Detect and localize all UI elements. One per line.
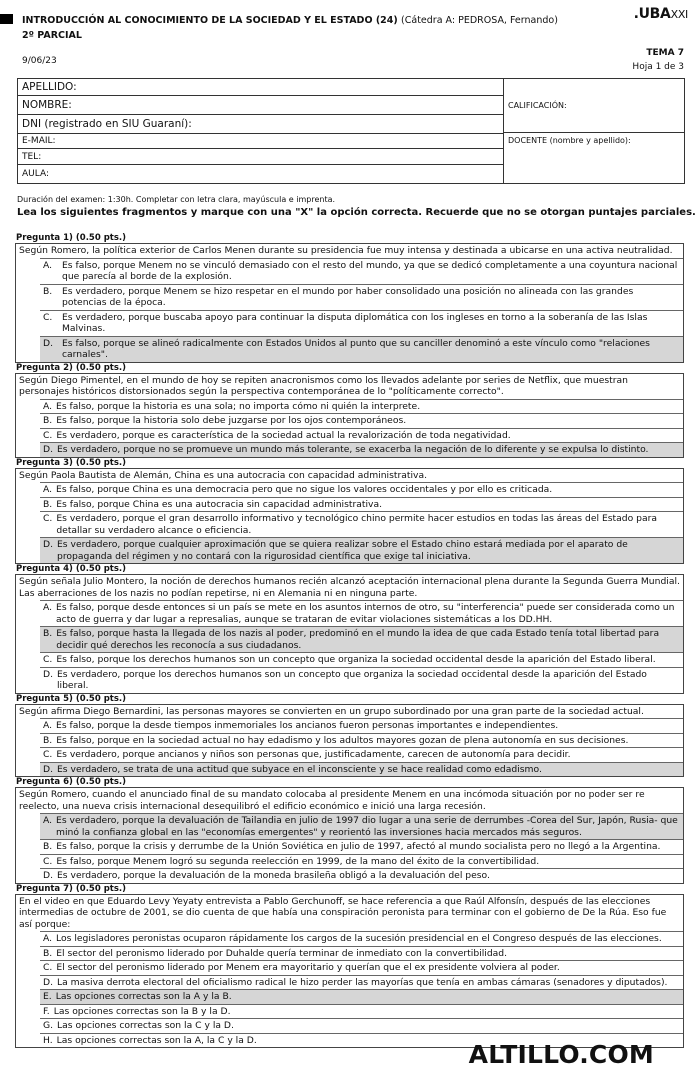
course-name: INTRODUCCIÓN AL CONOCIMIENTO DE LA SOCIEDAD Y EL ESTADO (24) — [22, 15, 398, 26]
answer-option[interactable] — [40, 813, 683, 839]
question-stem: Según Paola Bautista de Alemán, China es una autocracia con capacidad administrativa. — [19, 469, 428, 481]
option-text: Las opciones correctas son la C y la D. — [57, 1020, 234, 1031]
option-letter: C. — [43, 429, 53, 441]
option-letter: A. — [43, 815, 53, 826]
apellido-field[interactable]: APELLIDO: — [18, 79, 503, 96]
answer-option[interactable] — [40, 428, 683, 443]
answer-option[interactable] — [40, 537, 683, 563]
question-box — [15, 468, 684, 565]
answer-option[interactable] — [40, 931, 683, 946]
question-box — [15, 894, 684, 1049]
option-text: Las opciones correctas son la B y la D. — [53, 1005, 231, 1017]
tel-field[interactable]: TEL: — [18, 149, 503, 165]
option-text: Los legisladores peronistas ocuparon rápidamente los cargos de la sucesión presidencial en el Congreso después de las elecciones. — [56, 933, 662, 944]
question-title: Pregunta 7) (0.50 pts.) — [16, 883, 127, 894]
option-text: Es verdadero, porque es característica de la sociedad actual la revalorización de toda negatividad. — [56, 429, 511, 441]
option-letter: D. — [43, 976, 53, 988]
docente-label: DOCENTE (nombre y apellido): — [508, 136, 631, 145]
nombre-field[interactable]: NOMBRE: — [18, 96, 503, 115]
option-letter: B. — [43, 947, 53, 959]
option-text: Es falso, porque se alineó radicalmente con Estados Unidos al punto que su canciller denominó a este vínculo como "relaciones carnales". — [62, 337, 650, 360]
option-text: Las opciones correctas son la A y la B. — [55, 991, 232, 1002]
tema-label: TEMA 7 — [646, 48, 684, 58]
option-text: Es verdadero, se trata de una actitud que subyace en el inconsciente y se hace realidad como edadismo. — [57, 763, 542, 775]
aula-field[interactable]: AULA: — [22, 169, 49, 179]
option-text: Es verdadero, porque ancianos y niños son personas que, justificadamente, carecen de autonomía para decidir. — [56, 749, 571, 760]
option-text: El sector del peronismo liderado por Duhalde quería terminar de inmediato con la convertibilidad. — [56, 947, 508, 959]
answer-option[interactable] — [40, 626, 683, 652]
option-letter: C. — [43, 749, 53, 760]
question-box — [15, 243, 684, 363]
option-text: La masiva derrota electoral del oficialismo radical le hizo perder las mayorías que tenía en ambas cámaras (senadores y diputados). — [57, 976, 668, 988]
grading-divider — [504, 132, 684, 133]
option-letter: A. — [43, 400, 53, 412]
answer-option[interactable] — [40, 482, 683, 497]
option-text: Es verdadero, porque no se promueve un mundo más tolerante, se exacerba la negación de lo diferente y se expulsa lo distinto. — [57, 444, 649, 455]
question-stem: Según Diego Pimentel, en el mundo de hoy se repiten anacronismos como los llevados adelante por series de Netflix, que muestran personajes históricos distorsionados según la perspectiva contemporánea de lo "políticamente correcto". — [19, 374, 628, 397]
option-letter: C. — [43, 513, 53, 524]
question-title: Pregunta 2) (0.50 pts.) — [16, 362, 127, 373]
catedra: (Cátedra A: PEDROSA, Fernando) — [401, 15, 558, 26]
answer-option[interactable] — [40, 946, 683, 961]
answer-option[interactable] — [40, 442, 683, 457]
option-letter: D. — [43, 444, 53, 455]
answer-option[interactable] — [40, 497, 683, 512]
answer-option[interactable] — [40, 839, 683, 854]
question-title: Pregunta 1) (0.50 pts.) — [16, 233, 127, 243]
question-box — [15, 373, 684, 458]
option-letter: H. — [43, 1034, 53, 1046]
option-text: Es falso, porque China es una democracia pero que no sigue los valores occidentales y por ello es criticada. — [56, 484, 553, 495]
option-letter: B. — [43, 628, 53, 639]
student-fields — [18, 79, 504, 183]
parcial-label: 2º PARCIAL — [22, 30, 82, 41]
option-text: Las opciones correctas son la A, la C y la D. — [56, 1034, 257, 1046]
answer-option[interactable] — [40, 1018, 683, 1033]
answer-option[interactable] — [40, 868, 683, 883]
option-letter: B. — [43, 285, 53, 297]
option-text: Es verdadero, porque la devaluación de la moneda brasileña obligó a la devaluación del peso. — [57, 870, 490, 881]
option-text: Es falso, porque la crisis y derrumbe de la Unión Soviética en julio de 1997, afectó al mundo socialista pero no llegó a la Argentina. — [56, 841, 661, 852]
answer-option[interactable] — [40, 413, 683, 428]
option-text: Es falso, porque en la sociedad actual no hay edadismo y los adultos mayores gozan de plena autonomía en sus decisiones. — [56, 734, 629, 746]
option-text: Es falso, porque Menem no se vinculó demasiado con el resto del mundo, ya que se dedicó completamente a una coyuntura nacional que parecía al borde de la explosión. — [62, 259, 678, 282]
question-stem: Según Romero, cuando el anunciado final de su mandato colocaba al presidente Menem en una incómoda situación por no poder ser re reelecto, una nueva crisis internacional desequilibró el edificio económico e inició una larga recesión. — [19, 789, 645, 812]
duration-note: Duración del examen: 1:30h. Completar con letra clara, mayúscula e imprenta. — [17, 195, 336, 204]
option-letter: D. — [43, 763, 53, 775]
calificacion-label: CALIFICACIÓN: — [508, 101, 567, 110]
option-letter: F. — [43, 1005, 50, 1017]
answer-option[interactable] — [40, 667, 683, 693]
option-letter: D. — [43, 337, 53, 349]
question-stem: Según Romero, la política exterior de Carlos Menen durante su presidencia fue muy intensa y destinada a ubicarse en una activa neutralidad. — [19, 245, 673, 256]
questions-list — [15, 233, 684, 1048]
uba-logo-main: .UBA — [633, 6, 671, 22]
student-id-box — [17, 78, 685, 184]
option-letter: B. — [43, 734, 53, 746]
answer-option[interactable] — [40, 733, 683, 748]
option-text: Es verdadero, porque Menem se hizo respetar en el mundo por haber consolidado una posición no alineada con las grandes potencias de la época. — [62, 285, 634, 308]
option-text: Es falso, porque Menem logró su segunda reelección en 1999, de la mano del éxito de la convertibilidad. — [56, 855, 540, 867]
option-text: Es verdadero, porque el gran desarrollo informativo y tecnológico chino permite hacer estudios en todas las áreas del Estado para detallar su verdadero alcance o eficiencia. — [56, 513, 658, 536]
answer-option[interactable] — [40, 310, 683, 336]
option-text: Es falso, porque la desde tiempos inmemoriales los ancianos fueron personas importantes e independientes. — [56, 720, 559, 731]
option-letter: A. — [43, 259, 53, 271]
option-letter: B. — [43, 841, 53, 852]
option-text: Es verdadero, porque la devaluación de Tailandia en julio de 1997 dio lugar a una serie de derrumbes -Corea del Sur, Japón, Rusia- que minó la confianza global en las "economías emergentes" y reorientó las inversiones hacia mercados más seguros. — [56, 815, 678, 838]
option-text: Es verdadero, porque cualquier aproximación que se quiera realizar sobre el Estado chino estará mediada por el aparato de propaganda del régimen y no contará con la rigurosidad científica que exige tal iniciativa. — [57, 539, 628, 562]
question-box — [15, 787, 684, 884]
option-text: Es falso, porque China es una autocracia sin capacidad administrativa. — [56, 498, 383, 510]
question-stem: Según afirma Diego Bernardini, las personas mayores se convierten en un grupo subordinado por una gran parte de la sociedad actual. — [19, 705, 644, 717]
answer-option[interactable] — [40, 989, 683, 1004]
answer-option[interactable] — [40, 652, 683, 667]
option-letter: G. — [43, 1020, 54, 1031]
option-text: Es verdadero, porque buscaba apoyo para continuar la disputa diplomática con los ingleses en torno a la soberanía de las Islas Malvinas. — [62, 311, 648, 334]
option-letter: B. — [43, 415, 53, 426]
answer-option[interactable] — [40, 258, 683, 284]
page-indicator: Hoja 1 de 3 — [632, 62, 684, 72]
option-text: Es falso, porque los derechos humanos son un concepto que organiza la sociedad occidental desde la aparición del Estado liberal. — [56, 654, 656, 665]
option-letter: A. — [43, 720, 53, 731]
dni-field[interactable]: DNI (registrado en SIU Guaraní): — [18, 115, 503, 134]
option-letter: D. — [43, 539, 53, 550]
answer-option[interactable] — [40, 718, 683, 733]
option-letter: D. — [43, 870, 53, 881]
question-stem: Según señala Julio Montero, la noción de derechos humanos recién alcanzó aceptación internacional plena durante la Segunda Guerra Mundial. Las aberraciones de los nazis no podían repetirse, ni en Alemania ni en ninguna parte. — [19, 576, 680, 599]
answer-option[interactable] — [40, 511, 683, 537]
option-text: Es falso, porque hasta la llegada de los nazis al poder, predominó en el mundo la idea de que cada Estado tenía total libertad para decidir qué derechos les reconocía a sus ciudadanos. — [56, 628, 660, 651]
question-title: Pregunta 3) (0.50 pts.) — [16, 457, 127, 468]
answer-option[interactable] — [40, 336, 683, 362]
option-letter: C. — [43, 311, 53, 323]
question-title: Pregunta 5) (0.50 pts.) — [16, 693, 127, 704]
question-box — [15, 704, 684, 778]
answer-option[interactable] — [40, 960, 683, 975]
option-letter: D. — [43, 668, 53, 680]
option-letter: C. — [43, 962, 53, 973]
option-letter: C. — [43, 855, 53, 867]
question-box — [15, 574, 684, 694]
email-field[interactable]: E-MAIL: — [18, 134, 503, 149]
corner-mark — [0, 14, 13, 24]
uba-logo — [634, 6, 688, 22]
option-text: Es falso, porque la historia solo debe juzgarse por los ojos contemporáneos. — [56, 415, 407, 426]
option-text: Es verdadero, porque los derechos humanos son un concepto que organiza la sociedad occidental desde la aparición del Estado liberal. — [57, 668, 647, 691]
question-title: Pregunta 6) (0.50 pts.) — [16, 777, 127, 787]
question-stem: En el video en que Eduardo Levy Yeyaty entrevista a Pablo Gerchunoff, se hace referencia a que Raúl Alfonsín, después de las elecciones intermedias de octubre de 2001, se dio cuenta de que había una conspiración peronista para terminar con el gobierno de De la Rúa. Eso fue así porque: — [19, 895, 667, 930]
option-letter: A. — [43, 602, 53, 613]
option-letter: A. — [43, 484, 53, 495]
option-text: Es falso, porque desde entonces si un país se mete en los asuntos internos de otro, su "interferencia" puede ser considerada como un acto de guerra y dar lugar a represalias, aunque se trataran de evitar violaciones sistemáticas a los DD.HH. — [56, 602, 675, 625]
answer-option[interactable] — [40, 762, 683, 777]
exam-date: 9/06/23 — [22, 56, 57, 66]
answer-option[interactable] — [40, 1004, 683, 1019]
watermark: ALTILLO.COM — [468, 1040, 654, 1069]
grading-area — [504, 79, 684, 183]
question-title: Pregunta 4) (0.50 pts.) — [16, 564, 127, 574]
answer-option[interactable] — [40, 854, 683, 869]
option-letter: E. — [43, 991, 52, 1002]
option-text: El sector del peronismo liderado por Menem era mayoritario y querían que el ex presidente volviera al poder. — [56, 962, 560, 973]
answer-option[interactable] — [40, 747, 683, 762]
answer-option[interactable] — [40, 399, 683, 414]
course-title — [22, 15, 558, 26]
answer-option[interactable] — [40, 600, 683, 626]
answer-option[interactable] — [40, 284, 683, 310]
answer-option[interactable] — [40, 975, 683, 990]
option-letter: A. — [43, 933, 53, 944]
instructions-heading: Lea los siguientes fragmentos y marque con una "X" la opción correcta. Recuerde que no se otorgan puntajes parciales. — [17, 207, 696, 218]
uba-logo-suffix: XXI — [670, 8, 688, 21]
option-text: Es falso, porque la historia es una sola; no importa cómo ni quién la interprete. — [56, 400, 421, 412]
option-letter: C. — [43, 654, 53, 665]
option-letter: B. — [43, 498, 53, 510]
